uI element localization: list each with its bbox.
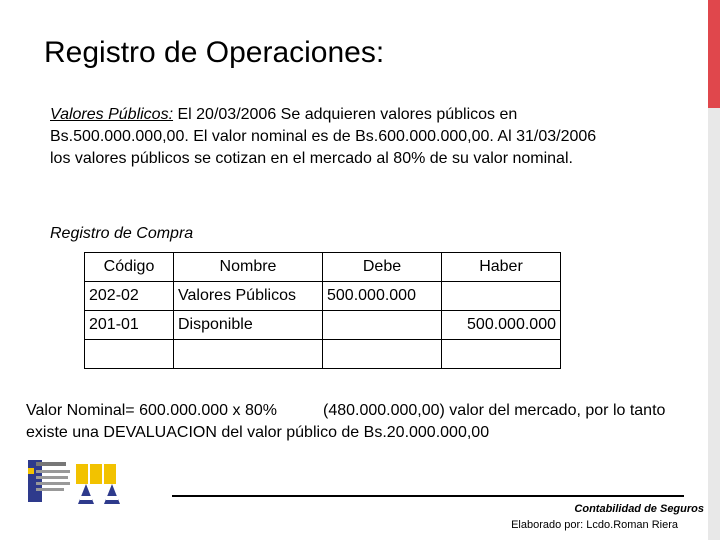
cell-haber [442,340,561,369]
cell-debe: 500.000.000 [323,282,442,311]
cell-nombre: Disponible [174,311,323,340]
cell-debe [323,311,442,340]
table-row [85,340,561,369]
header-haber: Haber [442,253,561,282]
page-title: Registro de Operaciones: [44,36,385,69]
institution-logo [20,446,146,520]
cell-nombre [174,340,323,369]
header-nombre: Nombre [174,253,323,282]
header-debe: Debe [323,253,442,282]
cell-codigo: 201-01 [85,311,174,340]
accent-bar [708,0,720,108]
note-part2: (480.000.000,00) valor del mercado, por lo tanto existe una DEVALUACION del valor público de Bs.20.000.000,00 [26,402,666,441]
cell-nombre: Valores Públicos [174,282,323,311]
section-subtitle: Registro de Compra [50,225,194,242]
paragraph-lead: Valores Públicos: [50,106,174,123]
footer-course: Contabilidad de Seguros [574,503,704,515]
table-row [85,282,561,311]
valuation-note [26,400,666,444]
cell-haber: 500.000.000 [442,311,561,340]
header-codigo: Código [85,253,174,282]
table-header-row [85,253,561,282]
cell-debe [323,340,442,369]
paragraph-text: El 20/03/2006 Se adquieren valores públicos en Bs.500.000.000,00. El valor nominal es de Bs.600.000.000,00. Al 31/03/2006 los valores públicos se cotizan en el mercado al 80% de su valor nominal. [50,106,597,167]
ledger-table [84,252,561,369]
note-part1: Valor Nominal= 600.000.000 x 80% [26,402,277,419]
footer-author: Elaborado por: Lcdo.Roman Riera [511,519,678,531]
description-paragraph [50,104,610,170]
side-bar [708,108,720,540]
cell-haber [442,282,561,311]
table-row [85,311,561,340]
cell-codigo: 202-02 [85,282,174,311]
cell-codigo [85,340,174,369]
footer-rule [172,495,684,497]
